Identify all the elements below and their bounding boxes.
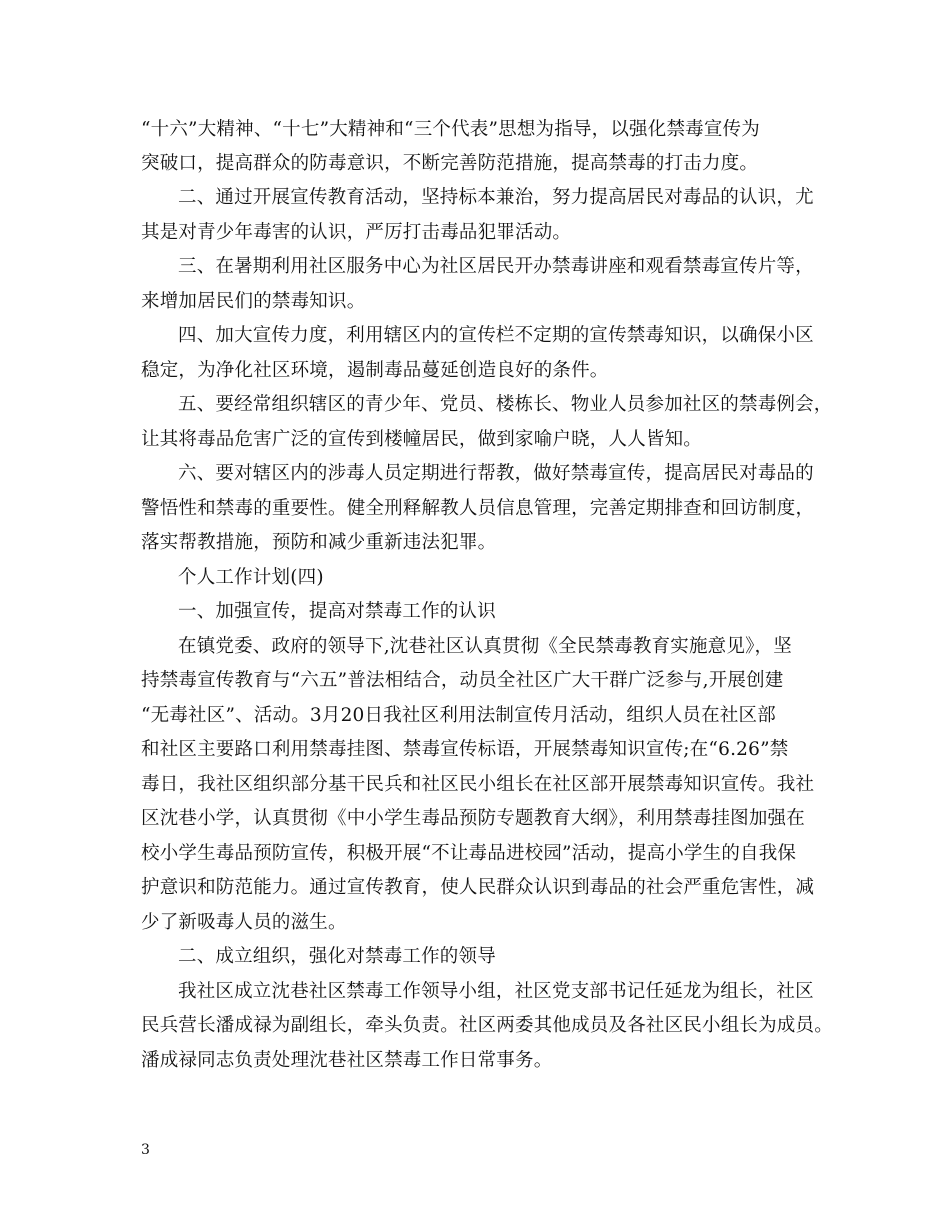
text-line: 民兵营长潘成禄为副组长，牵头负责。社区两委其他成员及各社区民小组长为成员。 xyxy=(141,1015,833,1036)
text-line: 和社区主要路口利用禁毒挂图、禁毒宣传标语，开展禁毒知识宣传;在“6.26”禁 xyxy=(141,739,789,760)
text-line: 三、在暑期利用社区服务中心为社区居民开办禁毒讲座和观看禁毒宣传片等， xyxy=(178,256,814,277)
text-line: 五、要经常组织辖区的青少年、党员、楼栋长、物业人员参加社区的禁毒例会， xyxy=(178,394,833,415)
text-line: 校小学生毒品预防宣传，积极开展“不让毒品进校园”活动，提高小学生的自我保 xyxy=(141,843,797,864)
section-heading: 一、加强宣传，提高对禁毒工作的认识 xyxy=(178,601,496,622)
text-line: 其是对青少年毒害的认识，严厉打击毒品犯罪活动。 xyxy=(141,222,572,243)
text-line: 来增加居民们的禁毒知识。 xyxy=(141,291,366,312)
text-line: “无毒社区”、活动。3月20日我社区利用法制宣传月活动，组织人员在社区部 xyxy=(141,705,776,726)
text-line: 警悟性和禁毒的重要性。健全刑释解教人员信息管理，完善定期排查和回访制度， xyxy=(141,498,815,519)
text-line: 持禁毒宣传教育与“六五”普法相结合，动员全社区广大干群广泛参与,开展创建 xyxy=(141,670,784,691)
text-line: 突破口，提高群众的防毒意识，不断完善防范措施，提高禁毒的打击力度。 xyxy=(141,153,759,174)
text-line: 让其将毒品危害广泛的宣传到楼幢居民，做到家喻户晓，人人皆知。 xyxy=(141,429,703,450)
text-line: 四、加大宣传力度，利用辖区内的宣传栏不定期的宣传禁毒知识，以确保小区 xyxy=(178,325,814,346)
text-line: “十六”大精神、“十七”大精神和“三个代表”思想为指导，以强化禁毒宣传为 xyxy=(141,119,760,140)
text-line: 我社区成立沈巷社区禁毒工作领导小组，社区党支部书记任延龙为组长，社区 xyxy=(178,981,814,1002)
text-line: 少了新吸毒人员的滋生。 xyxy=(141,912,347,933)
text-line: 护意识和防范能力。通过宣传教育，使人民群众认识到毒品的社会严重危害性，减 xyxy=(141,877,815,898)
text-line: 潘成禄同志负责处理沈巷社区禁毒工作日常事务。 xyxy=(141,1050,553,1071)
text-line: 毒日，我社区组织部分基干民兵和社区民小组长在社区部开展禁毒知识宣传。我社 xyxy=(141,774,815,795)
text-line: 在镇党委、政府的领导下,沈巷社区认真贯彻《全民禁毒教育实施意见》，坚 xyxy=(178,636,792,657)
text-line: 区沈巷小学，认真贯彻《中小学生毒品预防专题教育大纲》，利用禁毒挂图加强在 xyxy=(141,808,805,829)
text-line: 稳定，为净化社区环境，遏制毒品蔓延创造良好的条件。 xyxy=(141,360,609,381)
section-heading: 二、成立组织，强化对禁毒工作的领导 xyxy=(178,946,496,967)
section-heading: 个人工作计划(四) xyxy=(178,567,324,588)
text-line: 二、通过开展宣传教育活动，坚持标本兼治，努力提高居民对毒品的认识，尤 xyxy=(178,187,814,208)
page-number: 3 xyxy=(141,1142,150,1158)
text-line: 六、要对辖区内的涉毒人员定期进行帮教，做好禁毒宣传，提高居民对毒品的 xyxy=(178,463,814,484)
text-line: 落实帮教措施，预防和减少重新违法犯罪。 xyxy=(141,532,497,553)
